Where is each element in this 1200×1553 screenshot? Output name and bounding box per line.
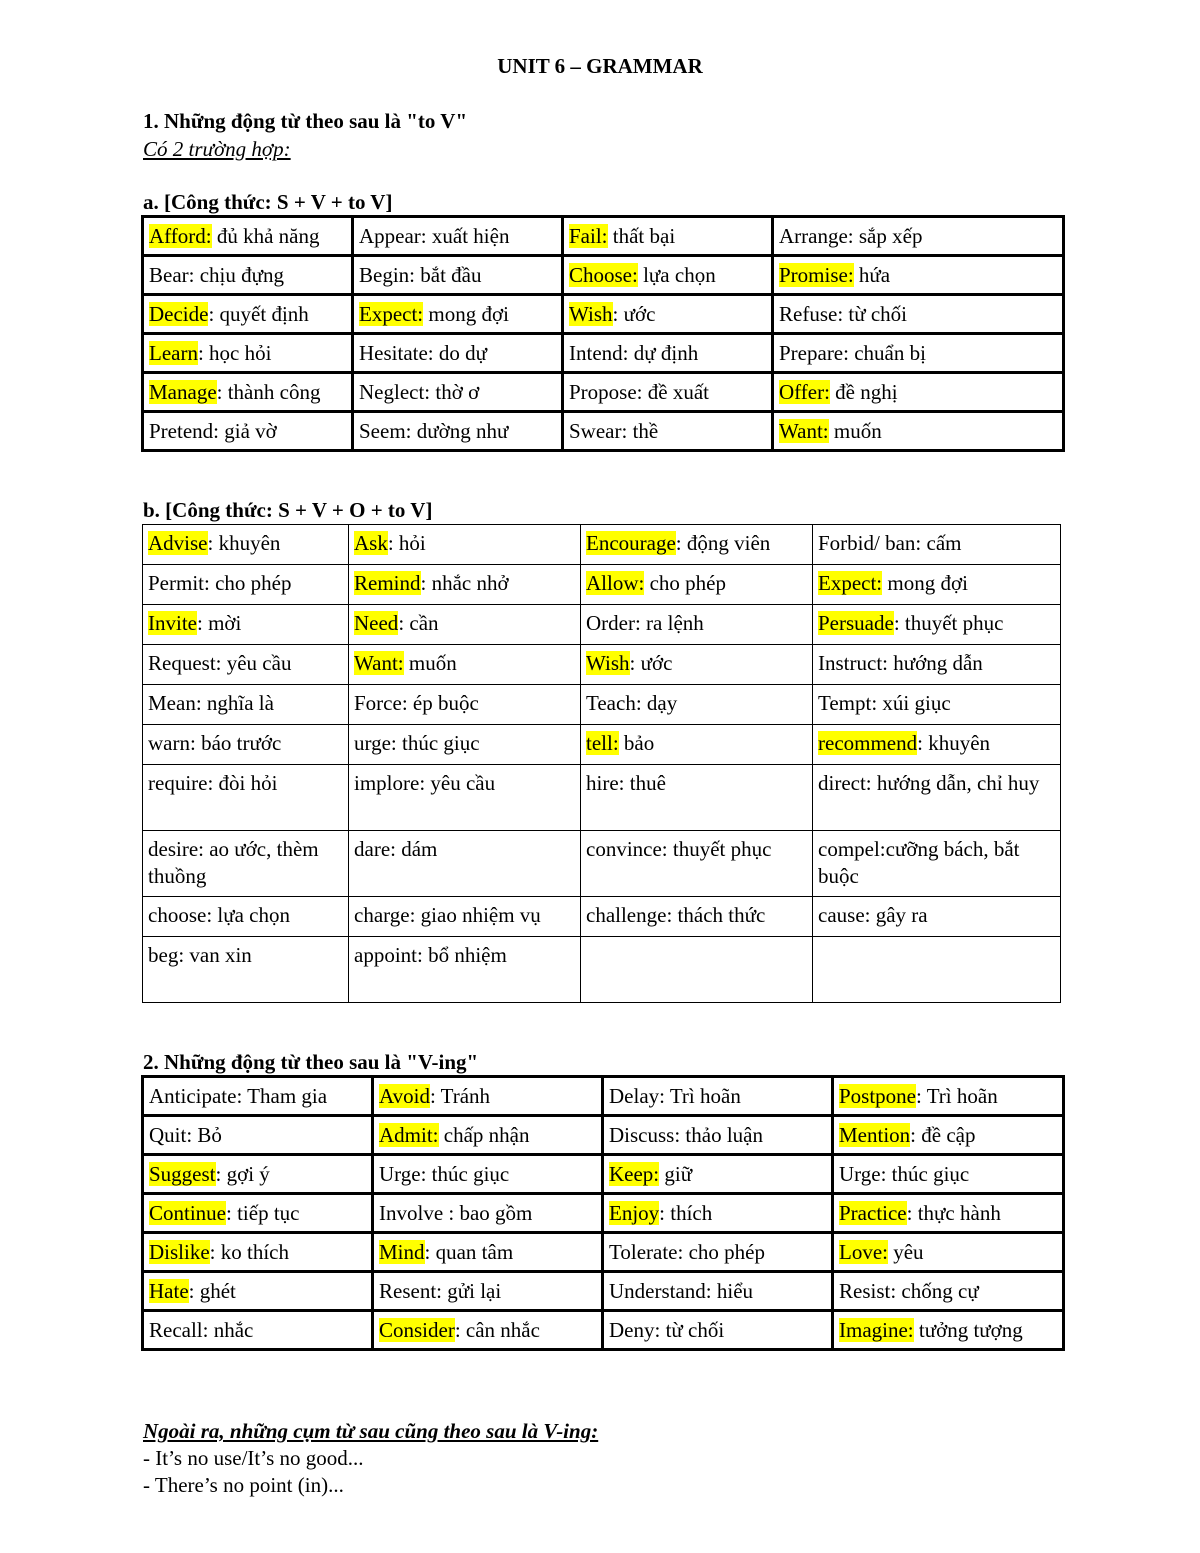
table-cell [603,1194,833,1233]
table-cell [813,937,1061,1003]
verb-meaning: đề nghị [829,379,898,404]
table-cell [773,256,1064,295]
highlighted-verb: Afford: [149,223,212,248]
verb-meaning: charge: giao nhiệm vụ [354,903,541,927]
section1-subtitle: Có 2 trường hợp: [143,137,291,161]
verb-meaning: : gợi ý [215,1161,270,1186]
table-cell [143,373,353,412]
verb-meaning: Intend: dự định [569,340,699,365]
table-cell [373,1311,603,1350]
table-cell [813,525,1061,565]
table-cell [143,1116,373,1155]
verb-meaning: : khuyên [207,531,281,555]
table-row [143,725,1061,765]
table-row [143,1077,1064,1116]
table-cell [563,217,773,256]
highlighted-verb: Need [354,611,399,635]
table-cell [143,1272,373,1311]
table-cell [143,256,353,295]
table-cell [353,412,563,451]
verb-meaning: dare: dám [354,837,438,861]
verb-meaning: Neglect: thờ ơ [359,379,480,404]
table-cell [143,765,349,831]
section1-heading: 1. Những động từ theo sau là "to V" [143,109,468,133]
highlighted-verb: Expect: [359,301,424,326]
verb-meaning: : thích [659,1200,713,1225]
table-row [143,645,1061,685]
table-cell [143,565,349,605]
verb-meaning: : tiếp tục [226,1200,300,1225]
table-cell [833,1077,1064,1116]
verb-meaning: Recall: nhắc [149,1317,254,1342]
table-cell [349,937,581,1003]
table-cell [143,725,349,765]
verb-meaning: : ghét [188,1278,236,1303]
verb-meaning: thất bại [607,223,676,248]
verb-meaning: direct: hướng dẫn, chỉ huy [818,771,1040,795]
table-cell [603,1311,833,1350]
table-cell [353,334,563,373]
table-cell [143,645,349,685]
table-cell [143,412,353,451]
verb-meaning: : thực hành [906,1200,1001,1225]
table-cell [349,765,581,831]
verb-meaning: Swear: thề [569,418,659,443]
table-cell [563,412,773,451]
table-cell [813,565,1061,605]
table-cell [603,1155,833,1194]
verb-meaning: : nhắc nhở [420,571,509,595]
verb-meaning: Mean: nghĩa là [148,691,274,715]
verb-meaning: : khuyên [917,731,991,755]
table-cell [143,1311,373,1350]
verb-meaning: Appear: xuất hiện [359,223,510,248]
verb-meaning: Seem: dường như [359,418,509,443]
verb-meaning: yêu [887,1239,924,1264]
table-cell [143,334,353,373]
table-row [143,1272,1064,1311]
verb-meaning: : ko thích [209,1239,289,1264]
table-cell [833,1194,1064,1233]
highlighted-verb: Decide [149,301,209,326]
table-row [143,295,1064,334]
verb-meaning: Involve : bao gồm [379,1200,533,1225]
verb-meaning: giữ [659,1161,693,1186]
table-cell [773,373,1064,412]
verb-meaning: lựa chọn [637,262,716,287]
verb-meaning: : hỏi [387,531,426,555]
table-cell [349,725,581,765]
verb-meaning: choose: lựa chọn [148,903,291,927]
table-cell [581,685,813,725]
verb-meaning: : ước [612,301,656,326]
footer-note: Ngoài ra, những cụm từ sau cũng theo sau là V-ing: [143,1419,599,1443]
highlighted-verb: Suggest [149,1161,216,1186]
verb-meaning: Teach: dạy [586,691,678,715]
verb-table-to-v [141,215,1065,452]
table-cell [143,1194,373,1233]
table-cell [143,1233,373,1272]
verb-meaning: implore: yêu cầu [354,771,496,795]
highlighted-verb: Invite [148,611,197,635]
table-row [143,412,1064,451]
table-row [143,765,1061,831]
table-cell [143,831,349,897]
table-cell [353,373,563,412]
table-cell [143,605,349,645]
table-row [143,565,1061,605]
table-cell [373,1194,603,1233]
verb-table-v-ing [141,1075,1065,1351]
table-cell [373,1272,603,1311]
verb-meaning: Understand: hiểu [609,1278,754,1303]
footer-line: - There’s no point (in)... [143,1473,344,1497]
table-cell [349,897,581,937]
verb-meaning: : thuyết phục [893,611,1004,635]
table-cell [581,937,813,1003]
verb-meaning: hire: thuê [586,771,666,795]
table-cell [143,1077,373,1116]
table-cell [353,217,563,256]
verb-meaning: Begin: bắt đầu [359,262,482,287]
highlighted-verb: Imagine: [839,1317,914,1342]
highlighted-verb: Admit: [379,1122,439,1147]
table-cell [143,525,349,565]
table-cell [349,605,581,645]
table-cell [813,897,1061,937]
verb-meaning: compel:cưỡng bách, bắt buộc [818,837,1020,888]
highlighted-verb: tell: [586,731,619,755]
verb-meaning: đủ khả năng [211,223,320,248]
table-cell [813,725,1061,765]
table-row [143,831,1061,897]
verb-meaning: convince: thuyết phục [586,837,772,861]
highlighted-verb: Wish [569,301,613,326]
verb-meaning: Refuse: từ chối [779,301,908,326]
verb-meaning: desire: ao ước, thèm thuồng [148,837,319,888]
highlighted-verb: Want: [779,418,829,443]
verb-meaning: : ước [629,651,673,675]
table-row [143,217,1064,256]
highlighted-verb: Practice [839,1200,907,1225]
table-cell [563,373,773,412]
highlighted-verb: Encourage [586,531,676,555]
table-cell [353,295,563,334]
verb-meaning: : mời [196,611,242,635]
table-cell [143,685,349,725]
table-row [143,256,1064,295]
table-cell [581,605,813,645]
formula-a-heading: a. [Công thức: S + V + to V] [143,190,393,214]
verb-meaning: : thành công [216,379,321,404]
table-cell [581,831,813,897]
verb-meaning: Urge: thúc giục [379,1161,510,1186]
table-cell [581,725,813,765]
table-cell [603,1077,833,1116]
verb-meaning: hứa [853,262,891,287]
table-cell [603,1116,833,1155]
table-cell [581,645,813,685]
verb-meaning: : Trì hoãn [916,1083,998,1108]
verb-meaning: require: đòi hỏi [148,771,278,795]
verb-meaning: : cân nhắc [454,1317,540,1342]
verb-meaning: Urge: thúc giục [839,1161,970,1186]
table-row [143,937,1061,1003]
verb-meaning: mong đợi [882,571,968,595]
table-cell [581,565,813,605]
table-cell [581,897,813,937]
highlighted-verb: Dislike [149,1239,210,1264]
verb-meaning: Request: yêu cầu [148,651,292,675]
highlighted-verb: Love: [839,1239,888,1264]
verb-meaning: warn: báo trước [148,731,282,755]
verb-meaning: Discuss: thảo luận [609,1122,763,1147]
table-cell [581,765,813,831]
verb-meaning: muốn [403,651,457,675]
table-cell [773,295,1064,334]
table-row [143,1311,1064,1350]
table-cell [813,765,1061,831]
formula-b-heading: b. [Công thức: S + V + O + to V] [143,498,433,522]
verb-table-object-to-v [142,524,1061,1003]
footer-line: - It’s no use/It’s no good... [143,1446,364,1470]
highlighted-verb: Choose: [569,262,638,287]
verb-meaning: beg: van xin [148,943,252,967]
table-row [143,1155,1064,1194]
verb-meaning: tưởng tượng [913,1317,1023,1342]
verb-meaning: Resent: gửi lại [379,1278,502,1303]
table-cell [373,1233,603,1272]
verb-meaning: Quit: Bỏ [149,1122,222,1147]
table-cell [773,412,1064,451]
verb-meaning: Pretend: giả vờ [149,418,277,443]
table-cell [813,645,1061,685]
table-cell [349,645,581,685]
table-cell [563,295,773,334]
verb-meaning: : học hỏi [197,340,272,365]
table-cell [373,1155,603,1194]
table-cell [813,685,1061,725]
highlighted-verb: Fail: [569,223,608,248]
verb-meaning: : quan tâm [424,1239,514,1264]
table-cell [143,937,349,1003]
highlighted-verb: Advise [148,531,208,555]
table-cell [813,831,1061,897]
table-cell [833,1311,1064,1350]
table-cell [349,831,581,897]
highlighted-verb: recommend [818,731,918,755]
highlighted-verb: Ask [354,531,388,555]
verb-meaning: challenge: thách thức [586,903,766,927]
table-cell [349,685,581,725]
table-cell [143,1155,373,1194]
verb-meaning: Anticipate: Tham gia [149,1083,328,1108]
table-cell [603,1233,833,1272]
table-cell [353,256,563,295]
highlighted-verb: Manage [149,379,217,404]
highlighted-verb: Consider [379,1317,455,1342]
table-row [143,373,1064,412]
table-row [143,1116,1064,1155]
table-cell [373,1077,603,1116]
verb-meaning: Order: ra lệnh [586,611,704,635]
page-title: UNIT 6 – GRAMMAR [497,54,703,78]
verb-meaning: Hesitate: do dự [359,340,488,365]
table-cell [349,525,581,565]
verb-meaning: Resist: chống cự [839,1278,979,1303]
highlighted-verb: Enjoy [609,1200,660,1225]
verb-meaning: muốn [828,418,882,443]
verb-meaning: Forbid/ ban: cấm [818,531,962,555]
table-cell [143,295,353,334]
highlighted-verb: Mention [839,1122,911,1147]
table-row [143,525,1061,565]
highlighted-verb: Want: [354,651,404,675]
table-row [143,1194,1064,1233]
highlighted-verb: Persuade [818,611,894,635]
table-row [143,1233,1064,1272]
table-cell [349,565,581,605]
table-row [143,605,1061,645]
verb-meaning: : động viên [675,531,771,555]
verb-meaning: : cần [398,611,439,635]
highlighted-verb: Continue [149,1200,226,1225]
highlighted-verb: Mind [379,1239,425,1264]
highlighted-verb: Allow: [586,571,645,595]
verb-meaning: Bear: chịu đựng [149,262,285,287]
verb-meaning: appoint: bổ nhiệm [354,943,507,967]
highlighted-verb: Promise: [779,262,854,287]
verb-meaning: Tolerate: cho phép [609,1239,765,1264]
verb-meaning: Arrange: sắp xếp [779,223,923,248]
table-cell [773,334,1064,373]
verb-meaning: bảo [618,731,655,755]
highlighted-verb: Offer: [779,379,830,404]
table-cell [833,1272,1064,1311]
highlighted-verb: Wish [586,651,630,675]
highlighted-verb: Learn [149,340,198,365]
table-cell [833,1155,1064,1194]
table-cell [143,897,349,937]
verb-meaning: Propose: đề xuất [569,379,709,404]
verb-meaning: : Tránh [429,1083,491,1108]
table-cell [773,217,1064,256]
table-cell [563,256,773,295]
highlighted-verb: Remind [354,571,421,595]
table-cell [373,1116,603,1155]
highlighted-verb: Expect: [818,571,883,595]
table-row [143,897,1061,937]
table-cell [603,1272,833,1311]
verb-meaning: Delay: Trì hoãn [609,1083,741,1108]
section2-heading: 2. Những động từ theo sau là "V-ing" [143,1050,479,1074]
table-cell [813,605,1061,645]
verb-meaning: chấp nhận [438,1122,530,1147]
verb-meaning: Prepare: chuẩn bị [779,340,926,365]
verb-meaning: cause: gây ra [818,903,928,927]
highlighted-verb: Keep: [609,1161,660,1186]
highlighted-verb: Postpone [839,1083,917,1108]
table-cell [143,217,353,256]
verb-meaning: Deny: từ chối [609,1317,725,1342]
table-cell [833,1116,1064,1155]
verb-meaning: Force: ép buộc [354,691,479,715]
table-cell [563,334,773,373]
table-row [143,685,1061,725]
verb-meaning: : đề cập [910,1122,976,1147]
verb-meaning: : quyết định [208,301,309,326]
verb-meaning: urge: thúc giục [354,731,480,755]
table-cell [581,525,813,565]
verb-meaning: Instruct: hướng dẫn [818,651,983,675]
table-cell [833,1233,1064,1272]
highlighted-verb: Hate [149,1278,189,1303]
highlighted-verb: Avoid [379,1083,430,1108]
verb-meaning: Tempt: xúi giục [818,691,951,715]
verb-meaning: mong đợi [423,301,509,326]
table-row [143,334,1064,373]
verb-meaning: cho phép [644,571,726,595]
verb-meaning: Permit: cho phép [148,571,292,595]
